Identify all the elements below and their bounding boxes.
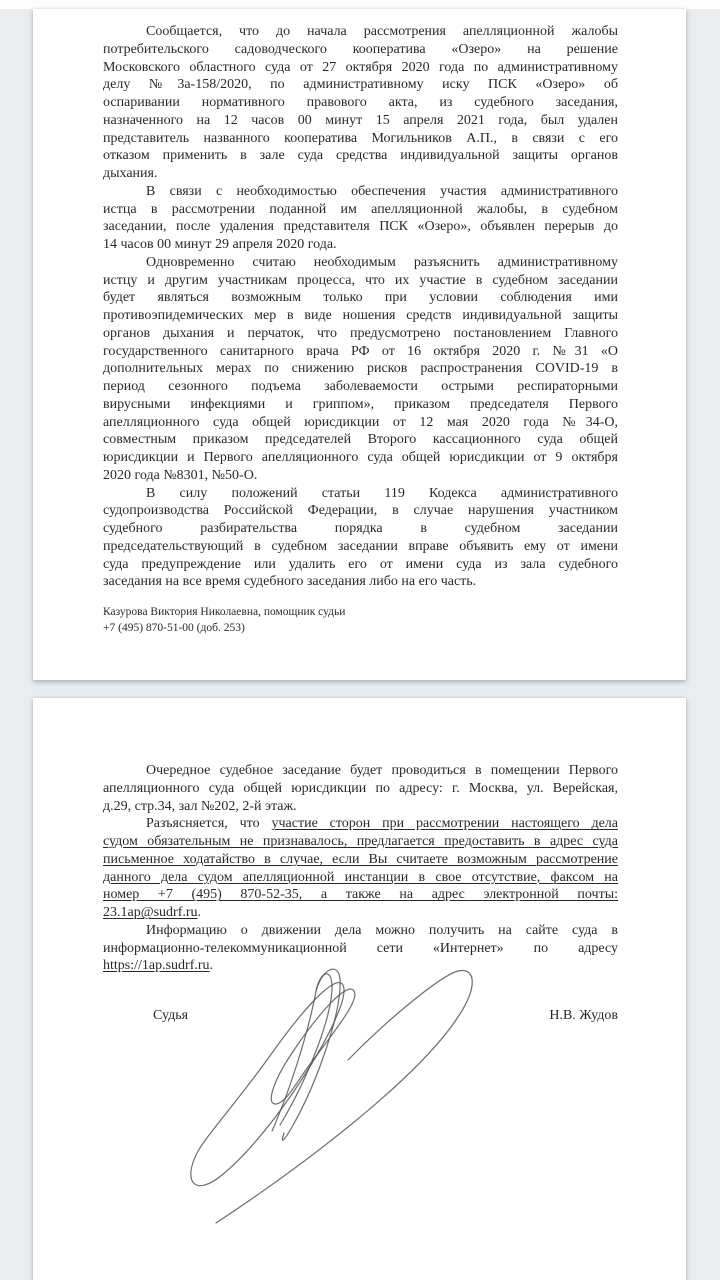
text-segment: заседании, после удаления представителя ПСК «Озеро», объявлен перерыв до bbox=[103, 219, 618, 235]
text-line bbox=[103, 396, 618, 414]
text-line bbox=[103, 272, 618, 290]
text-segment: судопроизводства Российской Федерации, в случае нарушения участником bbox=[103, 503, 618, 519]
text-line bbox=[103, 922, 618, 940]
text-line bbox=[103, 307, 618, 325]
text-line bbox=[103, 502, 618, 520]
text-segment: информационно-телекоммуникационной сети «Интернет» по адресу bbox=[103, 940, 618, 956]
text-line bbox=[103, 904, 618, 922]
text-segment: юрисдикции и Первого апелляционного суда общей юрисдикции от 9 октября bbox=[103, 450, 618, 465]
text-line bbox=[103, 573, 618, 591]
text-line bbox=[103, 112, 618, 130]
text-line bbox=[103, 289, 618, 307]
text-segment: органов дыхания и перчаток, что предусмотрено постановлением Главного bbox=[103, 325, 618, 341]
text-line bbox=[103, 94, 618, 112]
text-line bbox=[103, 485, 618, 503]
text-line bbox=[103, 254, 618, 272]
text-line bbox=[103, 183, 618, 201]
text-line bbox=[103, 41, 618, 59]
clerk-phone: +7 (495) 870-51-00 (доб. 253) bbox=[103, 622, 245, 634]
text-segment: В силу положений статьи 119 Кодекса административного bbox=[146, 485, 618, 501]
document-page-1 bbox=[33, 9, 686, 680]
text-line bbox=[103, 23, 618, 41]
text-segment: . bbox=[209, 958, 214, 974]
text-segment: дыхания. bbox=[103, 166, 158, 181]
page-1-text bbox=[103, 23, 618, 591]
text-line bbox=[103, 762, 618, 780]
text-segment: Очередное судебное заседание будет проводиться в помещении Первого bbox=[146, 763, 618, 778]
text-line bbox=[103, 236, 618, 254]
clerk-name: Казурова Виктория Николаевна, помощник судьи bbox=[103, 606, 346, 618]
judge-title-label: Судья bbox=[153, 1008, 189, 1023]
text-line bbox=[103, 556, 618, 574]
text-segment: делу №3а-158/2020, по административному иску ПСК «Озеро» об bbox=[103, 77, 618, 93]
text-line bbox=[103, 360, 618, 378]
text-line bbox=[103, 886, 618, 904]
text-line bbox=[103, 201, 618, 219]
text-segment: истца в рассмотрении поданной им апелляционной жалобы, в судебном bbox=[103, 201, 618, 217]
underlined-text-segment: судом обязательным не признавалось, предлагается предоставить в адрес суда bbox=[103, 834, 618, 849]
text-line bbox=[103, 851, 618, 869]
text-segment: 14 часов 00 минут 29 апреля 2020 года. bbox=[103, 237, 337, 252]
text-line bbox=[103, 378, 618, 396]
text-segment: назначенного на 12 часов 00 минут 15 апреля 2021 года, был удален bbox=[103, 112, 618, 128]
signature-row bbox=[103, 1007, 618, 1025]
underlined-text-segment: данного дела судом апелляционной инстанции в свое отсутствие, факсом на bbox=[103, 869, 618, 885]
text-segment: судебного разбирательства порядка в судебном заседании bbox=[103, 521, 618, 536]
text-segment: Московского областного суда от 27 октября 2020 года по административному bbox=[103, 59, 618, 75]
text-line bbox=[103, 815, 618, 833]
underlined-text-segment: участие сторон при рассмотрении настоящего дела bbox=[271, 816, 618, 832]
text-line bbox=[103, 165, 618, 183]
text-line bbox=[103, 325, 618, 343]
text-segment: Информацию о движении дела можно получить на сайте суда в bbox=[146, 922, 618, 938]
text-segment: противоэпидемических мер в виде ношения средств индивидуальной защиты bbox=[103, 308, 618, 323]
text-segment: Разъясняется, что bbox=[146, 816, 272, 832]
text-segment: потребительского садоводческого кооператива «Озеро» на решение bbox=[103, 41, 618, 57]
court-site-url: https://1ap.sudrf.ru bbox=[103, 958, 210, 974]
text-segment: . bbox=[197, 905, 202, 920]
text-segment: заседания на все время судебного заседания либо на его часть. bbox=[103, 574, 477, 590]
text-segment: отказом применить в зале суда средства индивидуальной защиты органов bbox=[103, 148, 618, 164]
text-line bbox=[103, 218, 618, 236]
text-line bbox=[103, 467, 618, 485]
text-segment: период сезонного подъема заболеваемости острыми респираторными bbox=[103, 379, 618, 394]
handwritten-signature-icon bbox=[180, 955, 500, 1235]
text-segment: представитель названного кооператива Могильников А.П., в связи с его bbox=[103, 130, 618, 146]
text-segment: государственного санитарного врача РФ от 16 октября 2020 г. №31 «О bbox=[103, 343, 618, 359]
text-segment: апелляционного суда общей юрисдикции от 12 мая 2020 года №34-О, bbox=[103, 414, 618, 430]
text-segment: д.29, стр.34, зал №202, 2-й этаж. bbox=[103, 798, 297, 814]
email-address: 23.1ap@sudrf.ru bbox=[103, 905, 198, 920]
text-segment: истцу и другим участникам процесса, что их участие в судебном заседании bbox=[103, 272, 618, 288]
text-segment: В связи с необходимостью обеспечения участия административного bbox=[146, 183, 618, 199]
clerk-contact-block bbox=[103, 604, 618, 636]
underlined-text-segment: письменное ходатайство в случае, если Вы считаете возможным рассмотрение bbox=[103, 851, 618, 867]
text-segment: 2020 года №8301, №50-О. bbox=[103, 467, 258, 483]
text-line bbox=[103, 449, 618, 467]
text-line bbox=[103, 869, 618, 887]
text-line bbox=[103, 431, 618, 449]
text-segment: Сообщается, что до начала рассмотрения апелляционной жалобы bbox=[146, 24, 618, 39]
text-segment: Одновременно считаю необходимым разъяснить административному bbox=[146, 254, 618, 270]
text-segment: суда предупреждение или удалить его от имени суда из зала судебного bbox=[103, 556, 618, 572]
text-segment: оспаривании нормативного правового акта, из судебного заседания, bbox=[103, 95, 618, 110]
text-line bbox=[103, 957, 618, 975]
text-segment: апелляционного суда общей юрисдикции по адресу: г. Москва, ул. Верейская, bbox=[103, 780, 618, 796]
text-line bbox=[103, 130, 618, 148]
viewer-top-edge bbox=[0, 0, 720, 9]
text-line bbox=[103, 59, 618, 77]
text-line bbox=[103, 76, 618, 94]
document-page-2 bbox=[33, 698, 686, 1280]
text-line bbox=[103, 780, 618, 798]
text-line bbox=[103, 940, 618, 958]
text-segment: будет являться возможным только при условии соблюдения ими bbox=[103, 290, 618, 306]
page-2-text bbox=[103, 762, 618, 975]
text-segment: вирусными инфекциями и гриппом», приказом председателя Первого bbox=[103, 396, 618, 412]
text-segment: председательствующий в судебном заседании вправе объявить ему от имени bbox=[103, 538, 618, 554]
text-line bbox=[103, 538, 618, 556]
underlined-text-segment: номер +7 (495) 870-52-35, а также на адрес электронной почты: bbox=[103, 887, 618, 903]
text-line bbox=[103, 520, 618, 538]
text-segment: совместным приказом председателей Второго кассационного суда общей bbox=[103, 432, 618, 448]
judge-name-label: Н.В. Жудов bbox=[549, 1008, 618, 1023]
text-line bbox=[103, 343, 618, 361]
text-line bbox=[103, 414, 618, 432]
text-line bbox=[103, 798, 618, 816]
text-line bbox=[103, 833, 618, 851]
text-segment: дополнительных мерах по снижению рисков распространения COVID-19 в bbox=[103, 361, 618, 377]
text-line bbox=[103, 147, 618, 165]
